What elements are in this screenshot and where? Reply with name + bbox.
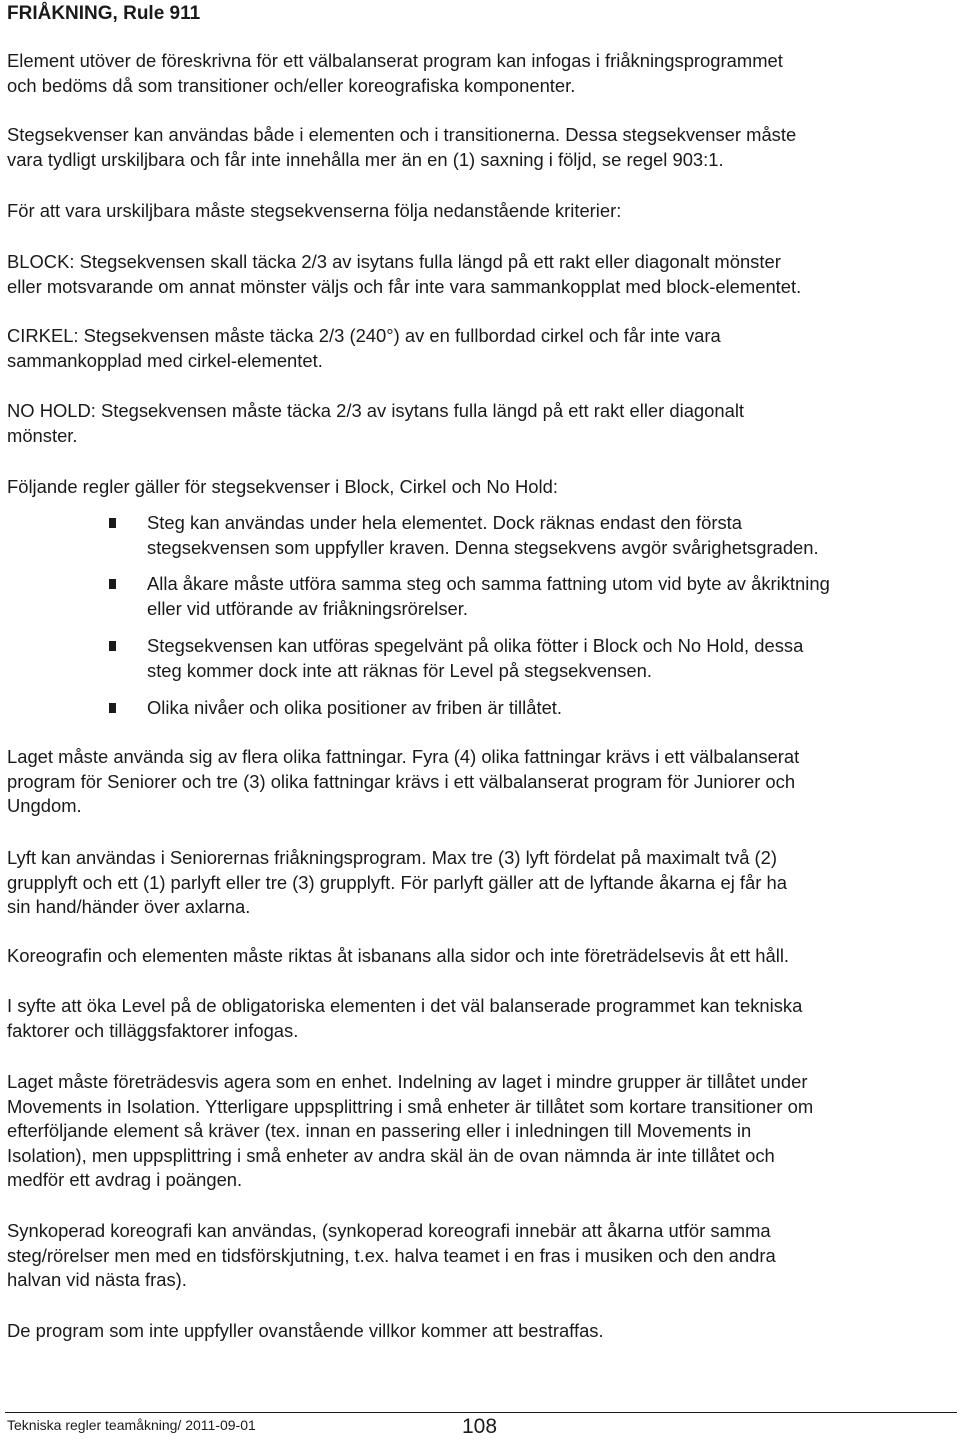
- text-line: Koreografin och elementen måste riktas åt isbanans alla sidor och inte företrädelsevis åt ett håll.: [7, 945, 790, 966]
- paragraph-no-hold: [7, 399, 955, 448]
- text-line: Stegsekvenser kan användas både i elementen och i transitionerna. Dessa stegsekvenser måste: [7, 124, 797, 145]
- text-line: medför ett avdrag i poängen.: [7, 1169, 243, 1191]
- bullet-item: [147, 511, 955, 560]
- footer-document-info: Tekniska regler teamåkning/ 2011-09-01: [7, 1417, 256, 1433]
- paragraph-criteria-intro: [7, 199, 955, 224]
- bullet-item: [147, 572, 955, 621]
- text-line: och bedöms då som transitioner och/eller koreografiska komponenter.: [7, 74, 576, 96]
- text-line: stegsekvensen som uppfyller kraven. Denna stegsekvens avgör svårighetsgraden.: [147, 536, 819, 558]
- text-line: Ungdom.: [7, 795, 82, 817]
- text-line: efterföljande element så kräver (tex. innan en passering eller i inledningen till Movements in: [7, 1120, 752, 1142]
- text-line: Isolation), men uppsplittring i små enheter av andra skäl än de ovan nämnda är inte tillåtet och: [7, 1144, 775, 1166]
- paragraph-penalty: [7, 1319, 955, 1344]
- text-line: BLOCK: Stegsekvensen skall täcka 2/3 av isytans fulla längd på ett rakt eller diagonalt mönster: [7, 251, 781, 272]
- bullet-icon: [109, 579, 116, 589]
- paragraph-circle: [7, 324, 955, 373]
- paragraph-syncopated: [7, 1219, 955, 1293]
- text-line: CIRKEL: Stegsekvensen måste täcka 2/3 (240°) av en fullbordad cirkel och får inte vara: [7, 325, 721, 346]
- text-line: Laget måste använda sig av flera olika fattningar. Fyra (4) olika fattningar krävs i ett välbalanserat: [7, 746, 800, 767]
- footer-divider: [5, 1412, 957, 1413]
- text-line: Följande regler gäller för stegsekvenser i Block, Cirkel och No Hold:: [7, 476, 558, 497]
- paragraph-block: [7, 250, 955, 299]
- text-line: Lyft kan användas i Seniorernas friåkningsprogram. Max tre (3) lyft fördelat på maximalt två (2): [7, 847, 778, 868]
- text-line: Movements in Isolation. Ytterligare uppsplittring i små enheter är tillåtet som kortare transitioner om: [7, 1095, 814, 1117]
- bullet-item: [147, 696, 955, 721]
- paragraph-level: [7, 994, 955, 1043]
- text-line: sin hand/händer över axlarna.: [7, 896, 251, 918]
- text-line: eller vid utförande av friåkningsrörelser.: [147, 597, 468, 619]
- paragraph-elements-intro: [7, 49, 955, 98]
- text-line: mönster.: [7, 424, 78, 446]
- text-line: Element utöver de föreskrivna för ett välbalanserat program kan infogas i friåkningsprogrammet: [7, 50, 783, 71]
- text-line: NO HOLD: Stegsekvensen måste täcka 2/3 av isytans fulla längd på ett rakt eller diagonalt: [7, 400, 745, 421]
- text-line: halvan vid nästa fras).: [7, 1269, 187, 1291]
- text-line: Stegsekvensen kan utföras spegelvänt på olika fötter i Block och No Hold, dessa: [147, 635, 804, 656]
- bullet-icon: [109, 641, 116, 651]
- bullet-icon: [109, 703, 116, 713]
- bullet-item: [147, 634, 955, 683]
- text-line: steg kommer dock inte att räknas för Level på stegsekvensen.: [147, 659, 652, 681]
- text-line: Laget måste företrädesvis agera som en enhet. Indelning av laget i mindre grupper är tillåtet under: [7, 1071, 808, 1092]
- text-line: Steg kan användas under hela elementet. Dock räknas endast den första: [147, 512, 743, 533]
- text-line: I syfte att öka Level på de obligatoriska elementen i det väl balanserade programmet kan tekniska: [7, 995, 803, 1016]
- paragraph-rules-intro: [7, 475, 955, 500]
- paragraph-holds: [7, 745, 955, 819]
- bullet-icon: [109, 518, 116, 528]
- text-line: Alla åkare måste utföra samma steg och samma fattning utom vid byte av åkriktning: [147, 573, 830, 594]
- text-line: grupplyft och ett (1) parlyft eller tre (3) grupplyft. För parlyft gäller att de lyftande åkarna ej får ha: [7, 871, 787, 893]
- text-line: För att vara urskiljbara måste stegsekvenserna följa nedanstående kriterier:: [7, 200, 622, 221]
- paragraph-lifts: [7, 846, 955, 920]
- text-line: De program som inte uppfyller ovanstående villkor kommer att bestraffas.: [7, 1320, 604, 1341]
- page-title: FRIÅKNING, Rule 911: [7, 3, 201, 24]
- text-line: sammankopplad med cirkel-elementet.: [7, 349, 323, 371]
- text-line: faktorer och tilläggsfaktorer infogas.: [7, 1019, 299, 1041]
- page-number: 108: [462, 1415, 498, 1438]
- text-line: eller motsvarande om annat mönster väljs och får inte vara sammankopplat med block-elementet.: [7, 275, 802, 297]
- paragraph-unity: [7, 1070, 955, 1193]
- text-line: Olika nivåer och olika positioner av friben är tillåtet.: [147, 697, 563, 718]
- text-line: vara tydligt urskiljbara och får inte innehålla mer än en (1) saxning i följd, se regel 903:1.: [7, 148, 724, 170]
- paragraph-step-sequences: [7, 123, 955, 172]
- text-line: steg/rörelser men med en tidsförskjutning, t.ex. halva teamet i en fras i musiken och den andra: [7, 1244, 776, 1266]
- text-line: program för Seniorer och tre (3) olika fattningar krävs i ett välbalanserat program för Juniorer och: [7, 770, 796, 792]
- text-line: Synkoperad koreografi kan användas, (synkoperad koreografi innebär att åkarna utför samma: [7, 1220, 771, 1241]
- paragraph-choreography: [7, 944, 955, 969]
